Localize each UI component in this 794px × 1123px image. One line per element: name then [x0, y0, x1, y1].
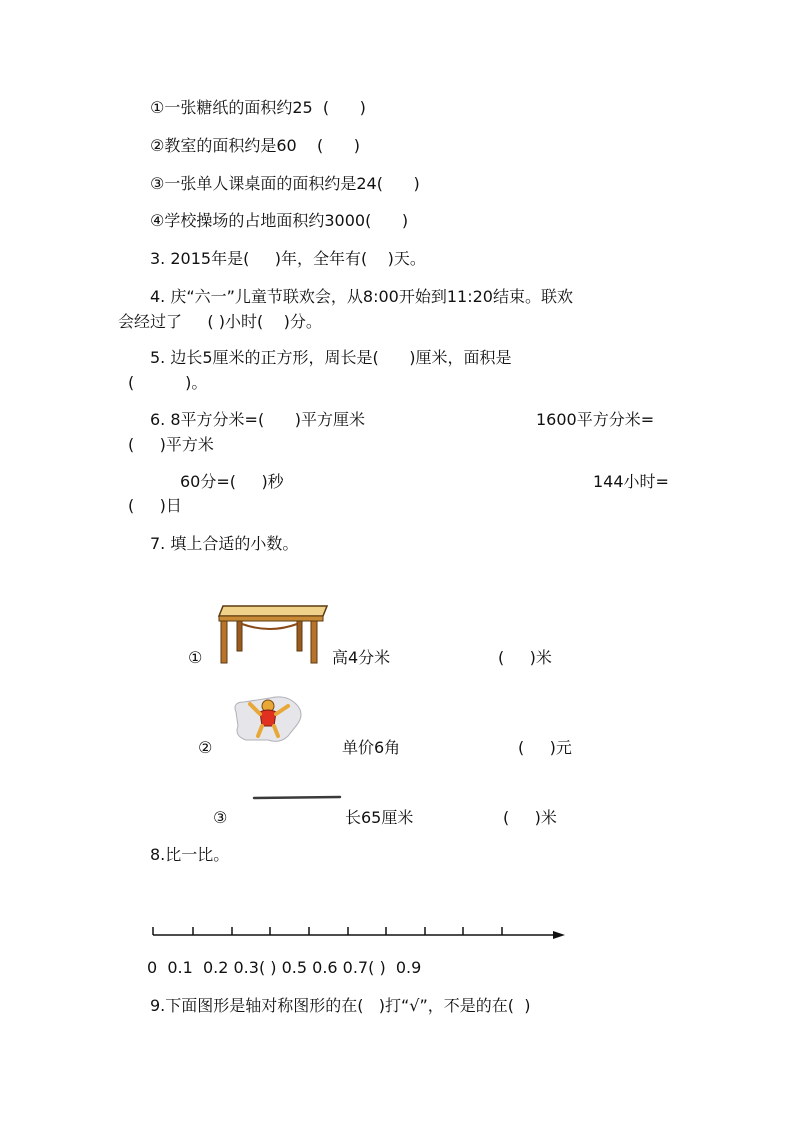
item-3-number: ③	[213, 808, 228, 827]
question-5-line-1: 5. 边长5厘米的正方形，周长是( )厘米，面积是	[150, 348, 512, 367]
item-1-number: ①	[188, 648, 203, 667]
winnie-eraser-icon	[230, 692, 306, 746]
item-3-text: 长65厘米	[345, 808, 414, 827]
pencil-icon	[252, 794, 342, 802]
question-6-part-6: ( )日	[128, 496, 182, 515]
item-2-text: 单价6角	[342, 738, 401, 757]
item-1-text: 高4分米	[332, 648, 391, 667]
item-1-answer: ( )米	[498, 648, 552, 667]
table-icon	[215, 604, 330, 664]
fill-item-2: ②教室的面积约是60 ( )	[150, 136, 361, 155]
question-6-part-1: 6. 8平方分米=( )平方厘米	[150, 410, 365, 429]
number-line-arrow-icon	[553, 931, 565, 939]
question-9: 9.下面图形是轴对称图形的在( )打“√”，不是的在( )	[150, 996, 531, 1015]
item-2-answer: ( )元	[518, 738, 572, 757]
question-7: 7. 填上合适的小数。	[150, 534, 299, 553]
number-line	[145, 922, 570, 942]
question-6-part-5: 144小时=	[593, 472, 669, 491]
fill-item-1: ①一张糖纸的面积约25 ( )	[150, 98, 366, 117]
question-6-part-2: 1600平方分米=	[536, 410, 655, 429]
item-3-answer: ( )米	[503, 808, 557, 827]
question-6-part-4: 60分=( )秒	[180, 472, 284, 491]
fill-item-4: ④学校操场的占地面积约3000( )	[150, 211, 409, 230]
question-6-part-3: ( )平方米	[128, 435, 214, 454]
question-5-line-2: ( )。	[128, 373, 208, 392]
item-2-number: ②	[198, 738, 213, 757]
question-8: 8.比一比。	[150, 845, 230, 864]
question-4-line-2: 会经过了 ( )小时( )分。	[118, 312, 322, 331]
question-4-line-1: 4. 庆“六一”儿童节联欢会，从8:00开始到11:20结束。联欢	[150, 287, 573, 306]
number-line-labels: 0 0.1 0.2 0.3( ) 0.5 0.6 0.7( ) 0.9	[147, 958, 422, 977]
question-3: 3. 2015年是( )年，全年有( )天。	[150, 249, 426, 268]
fill-item-3: ③一张单人课桌面的面积约是24( )	[150, 174, 420, 193]
